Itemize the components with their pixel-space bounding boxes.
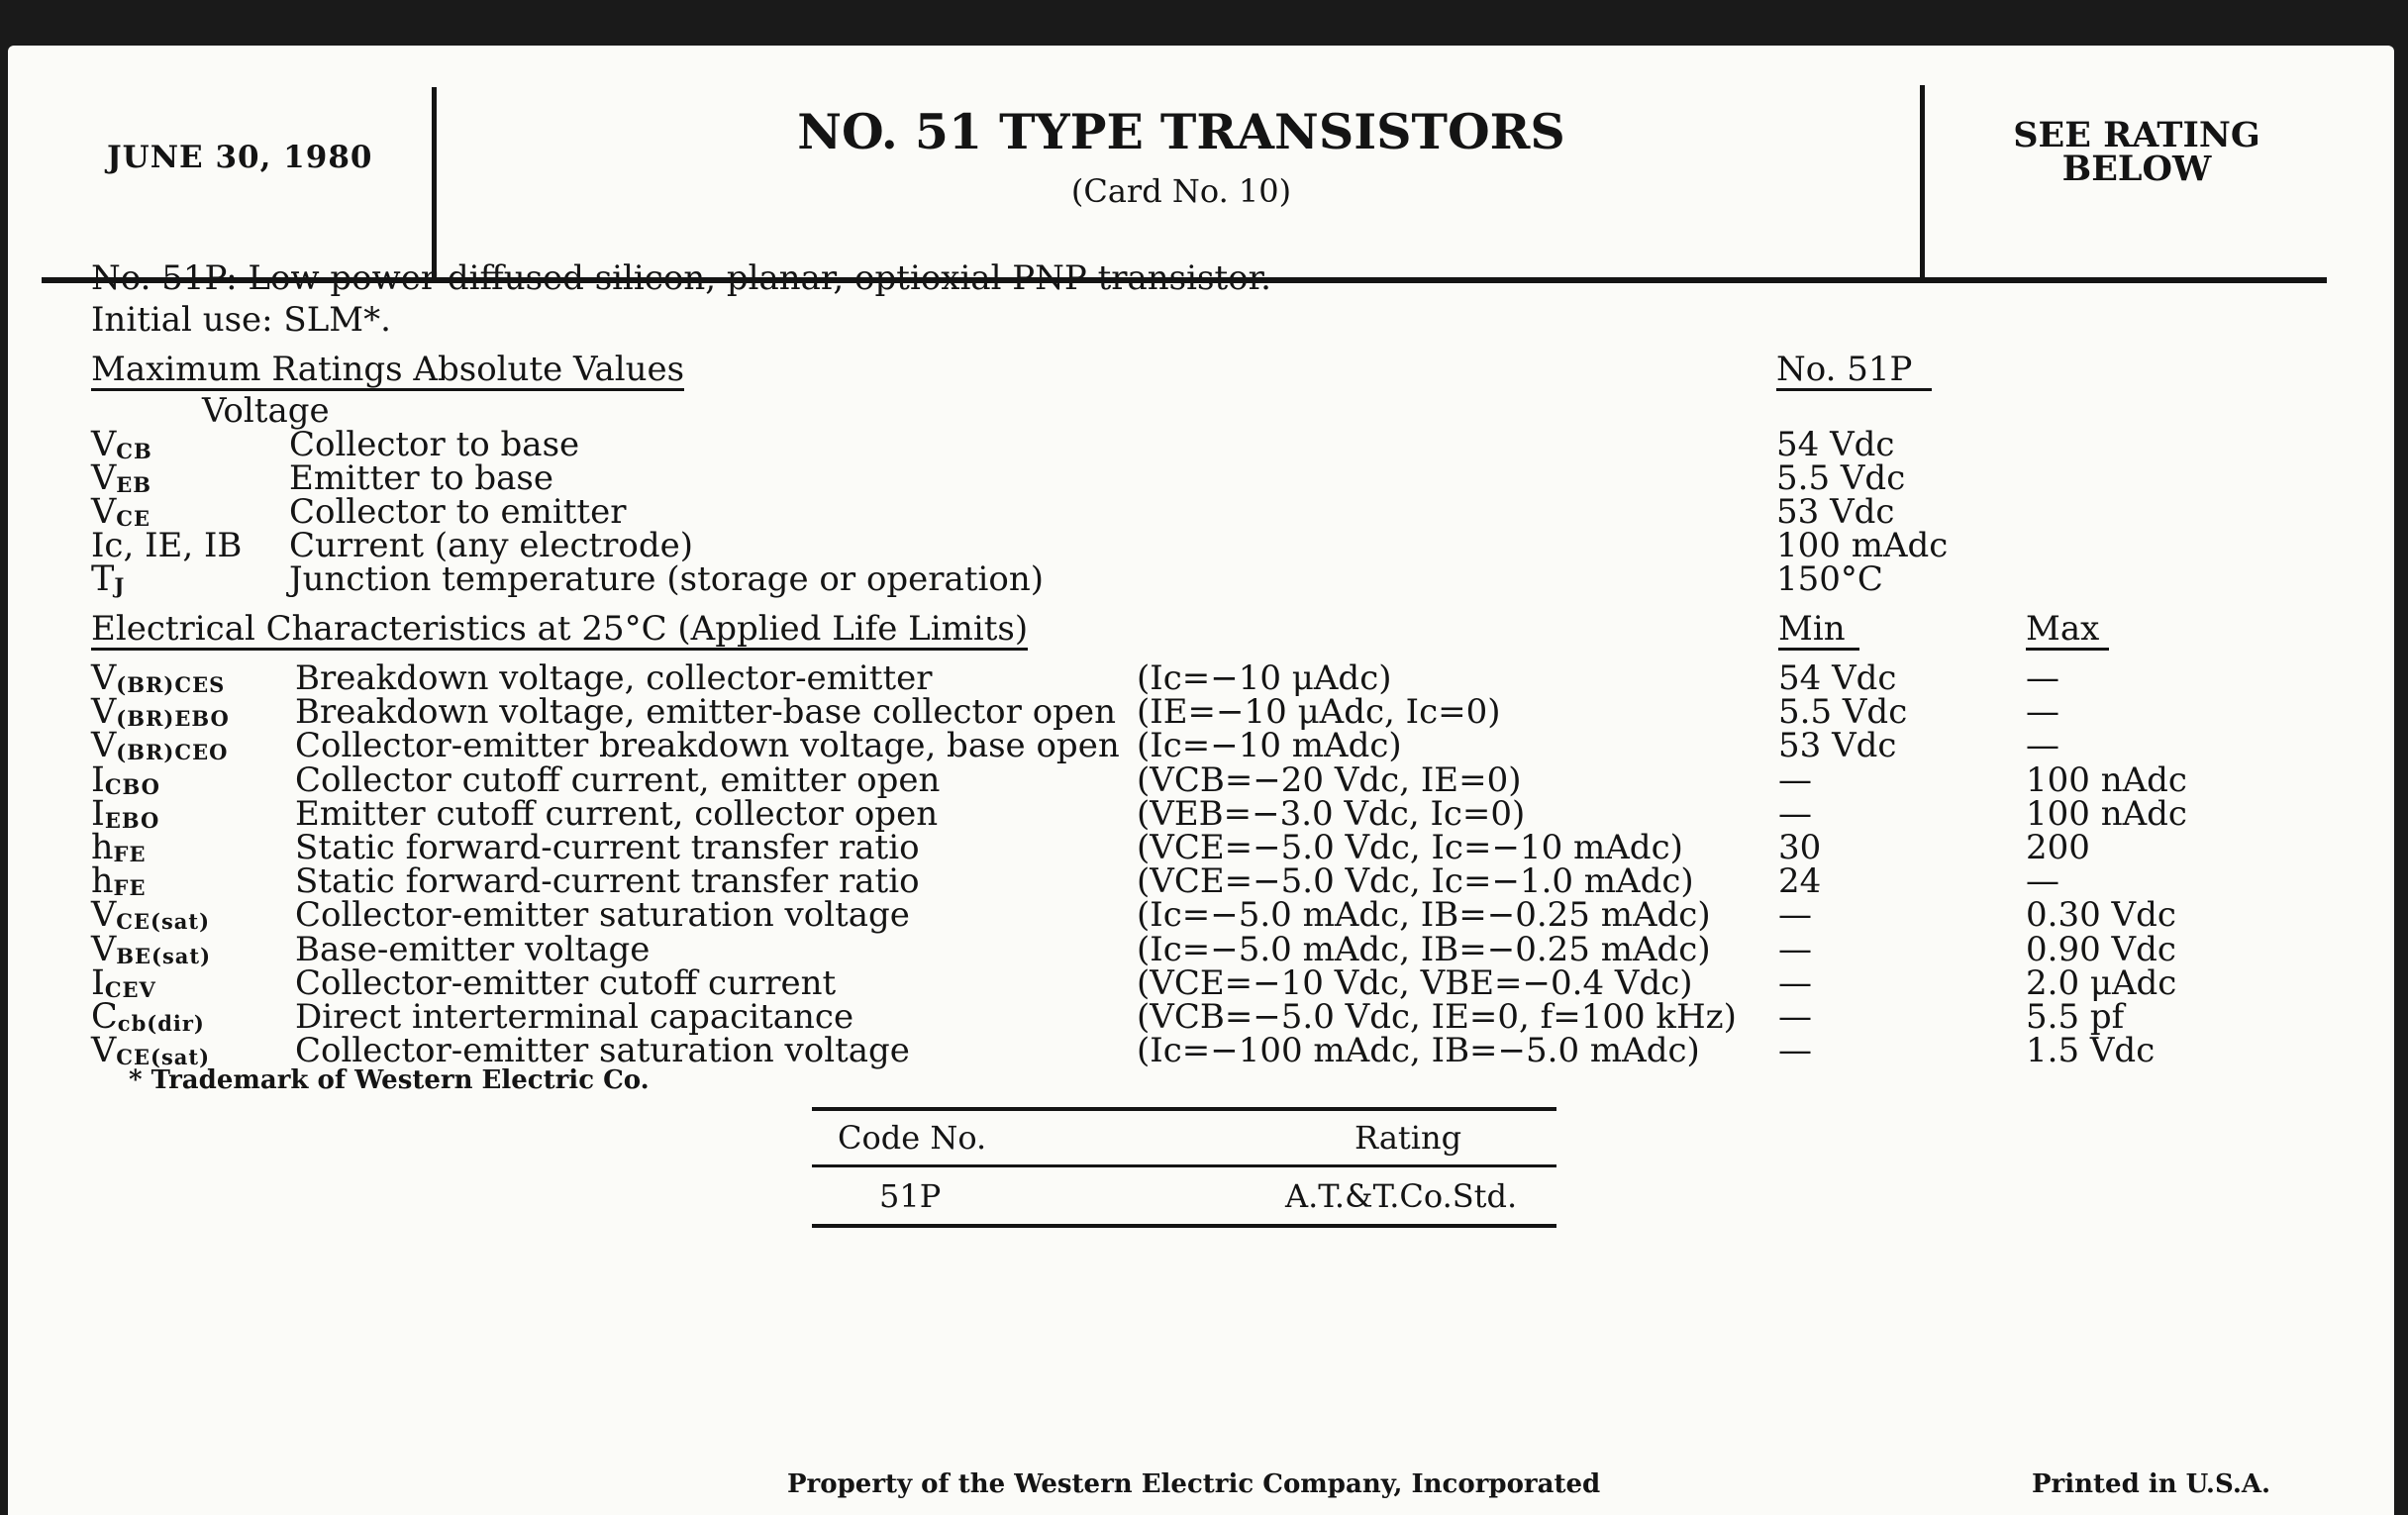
card-date: JUNE 30, 1980 — [107, 140, 373, 175]
parameter-symbol: $V_{(BR)CES}$ — [91, 658, 226, 698]
electrical-row — [8, 759, 2394, 800]
min-value: — — [1778, 997, 1812, 1037]
min-value: 30 — [1778, 828, 1822, 867]
min-value: — — [1778, 1031, 1812, 1071]
parameter-description: Breakdown voltage, emitter-base collector open — [295, 692, 1116, 733]
code-table-top-rule — [812, 1107, 1556, 1111]
test-conditions: (VEB=−3.0 Vdc, Ic=0) — [1137, 793, 1526, 834]
test-conditions: (Ic=−100 mAdc, IB=−5.0 mAdc) — [1137, 1031, 1700, 1071]
initial-use: Initial use: SLM*. — [91, 300, 391, 340]
max-ratings-heading: Maximum Ratings Absolute Values — [91, 350, 685, 389]
property-notice: Property of the Western Electric Company, Incorporated — [787, 1469, 1601, 1499]
parameter-symbol: $I_{CBO}$ — [91, 759, 160, 800]
test-conditions: (VCB=−20 Vdc, IE=0) — [1137, 759, 1522, 800]
parameter-symbol: $V_{(BR)EBO}$ — [91, 692, 230, 733]
max-value: 0.30 Vdc — [2026, 895, 2176, 936]
parameter-description: Static forward-current transfer ratio — [295, 861, 920, 902]
electrical-row — [8, 828, 2394, 867]
max-value: 200 — [2026, 828, 2090, 867]
min-value: — — [1778, 962, 1812, 1003]
rating-symbol: $T_J$ — [91, 559, 126, 599]
parameter-symbol: $h_{FE}$ — [91, 828, 147, 867]
parameter-symbol: $V_{CE(sat)}$ — [91, 895, 211, 936]
max-value: 5.5 pf — [2026, 997, 2125, 1037]
parameter-description: Emitter cutoff current, collector open — [295, 793, 939, 834]
test-conditions: (IE=−10 μAdc, Ic=0) — [1137, 692, 1501, 733]
max-column-head: Max — [2026, 612, 2109, 651]
max-value: — — [2026, 692, 2059, 733]
parameter-symbol: $I_{EBO}$ — [91, 793, 160, 834]
code-table-bottom-rule — [812, 1224, 1556, 1228]
parameter-description: Breakdown voltage, collector-emitter — [295, 658, 933, 698]
rating-description: Junction temperature (storage or operation) — [289, 559, 1044, 599]
parameter-description: Collector-emitter cutoff current — [295, 962, 837, 1003]
min-value: — — [1778, 793, 1812, 834]
min-value: — — [1778, 895, 1812, 936]
electrical-row — [8, 1031, 2394, 1071]
rating-value: 100 mAdc — [1776, 526, 1949, 565]
header-divider-right — [1920, 85, 1925, 279]
rating-symbol: $V_{CE}$ — [91, 492, 151, 532]
electrical-row — [8, 861, 2394, 902]
parameter-description: Collector-emitter saturation voltage — [295, 895, 910, 936]
min-value: 54 Vdc — [1778, 658, 1897, 698]
max-rating-row — [8, 425, 2394, 464]
parameter-symbol: $V_{CE(sat)}$ — [91, 1031, 211, 1071]
max-ratings-column-head: No. 51P — [1776, 353, 1932, 391]
min-value: 24 — [1778, 861, 1822, 902]
max-value: — — [2026, 658, 2059, 698]
electrical-row — [8, 658, 2394, 698]
min-value: — — [1778, 759, 1812, 800]
transistor-description: No. 51P: Low power diffused silicon, planar, optioxial PNP transistor. — [91, 258, 1271, 298]
rating-description: Collector to base — [289, 425, 580, 464]
min-column-head: Min — [1778, 612, 1859, 651]
max-value: — — [2026, 726, 2059, 766]
test-conditions: (Ic=−10 μAdc) — [1137, 658, 1392, 698]
parameter-description: Collector-emitter breakdown voltage, base open — [295, 726, 1120, 766]
test-conditions: (VCE=−5.0 Vdc, Ic=−10 mAdc) — [1137, 828, 1683, 867]
parameter-description: Static forward-current transfer ratio — [295, 828, 920, 867]
min-value: 5.5 Vdc — [1778, 692, 1908, 733]
test-conditions: (Ic=−10 mAdc) — [1137, 726, 1402, 766]
parameter-description: Direct interterminal capacitance — [295, 997, 854, 1037]
electrical-heading: Electrical Characteristics at 25°C (Applied Life Limits) — [91, 609, 1029, 649]
code-rating: A.T.&T.Co.Std. — [1285, 1177, 1518, 1215]
min-value: — — [1778, 929, 1812, 969]
trademark-note: * Trademark of Western Electric Co. — [129, 1065, 650, 1095]
test-conditions: (VCE=−10 Vdc, VBE=−0.4 Vdc) — [1137, 962, 1693, 1003]
rating-value: 54 Vdc — [1776, 425, 1895, 464]
code-table-mid-rule — [812, 1164, 1556, 1167]
max-value: 100 nAdc — [2026, 793, 2187, 834]
parameter-symbol: $V_{BE(sat)}$ — [91, 929, 212, 969]
max-value: 0.90 Vdc — [2026, 929, 2176, 969]
data-card — [8, 46, 2394, 1515]
max-value: 100 nAdc — [2026, 759, 2187, 800]
electrical-row — [8, 929, 2394, 969]
electrical-row — [8, 726, 2394, 766]
card-title: NO. 51 TYPE TRANSISTORS — [797, 103, 1565, 160]
max-value: 1.5 Vdc — [2026, 1031, 2156, 1071]
code-column-head: Code No. — [838, 1119, 987, 1157]
parameter-symbol: $h_{FE}$ — [91, 861, 147, 902]
code-number: 51P — [879, 1177, 942, 1215]
parameter-symbol: $I_{CEV}$ — [91, 962, 156, 1003]
electrical-row — [8, 962, 2394, 1003]
test-conditions: (Ic=−5.0 mAdc, IB=−0.25 mAdc) — [1137, 929, 1711, 969]
parameter-symbol: $V_{(BR)CEO}$ — [91, 726, 229, 766]
rating-symbol: $V_{EB}$ — [91, 458, 152, 498]
max-rating-row — [8, 559, 2394, 599]
test-conditions: (Ic=−5.0 mAdc, IB=−0.25 mAdc) — [1137, 895, 1711, 936]
parameter-description: Collector-emitter saturation voltage — [295, 1031, 910, 1071]
electrical-row — [8, 793, 2394, 834]
rating-column-head: Rating — [1354, 1119, 1462, 1157]
rating-symbol: $V_{CB}$ — [91, 425, 152, 464]
parameter-description: Collector cutoff current, emitter open — [295, 759, 941, 800]
test-conditions: (VCE=−5.0 Vdc, Ic=−1.0 mAdc) — [1137, 861, 1694, 902]
rating-description: Collector to emitter — [289, 492, 627, 532]
rating-value: 53 Vdc — [1776, 492, 1895, 532]
max-rating-row — [8, 492, 2394, 532]
card-number: (Card No. 10) — [1070, 172, 1292, 210]
parameter-symbol: $C_{cb(dir)}$ — [91, 997, 205, 1037]
rating-description: Emitter to base — [289, 458, 553, 498]
rating-value: 150°C — [1776, 559, 1883, 599]
electrical-row — [8, 692, 2394, 733]
electrical-row — [8, 895, 2394, 936]
electrical-row — [8, 997, 2394, 1037]
max-value: — — [2026, 861, 2059, 902]
voltage-subheading: Voltage — [202, 391, 330, 431]
max-rating-row — [8, 526, 2394, 565]
test-conditions: (VCB=−5.0 Vdc, IE=0, f=100 kHz) — [1137, 997, 1737, 1037]
max-rating-row — [8, 458, 2394, 498]
rating-symbol: Ic, IE, IB — [91, 526, 243, 565]
parameter-description: Base-emitter voltage — [295, 929, 651, 969]
rating-value: 5.5 Vdc — [1776, 458, 1906, 498]
max-value: 2.0 μAdc — [2026, 962, 2177, 1003]
rating-note: SEE RATING BELOW — [2013, 115, 2260, 189]
rating-description: Current (any electrode) — [289, 526, 694, 565]
printed-notice: Printed in U.S.A. — [2032, 1469, 2271, 1499]
min-value: 53 Vdc — [1778, 726, 1897, 766]
